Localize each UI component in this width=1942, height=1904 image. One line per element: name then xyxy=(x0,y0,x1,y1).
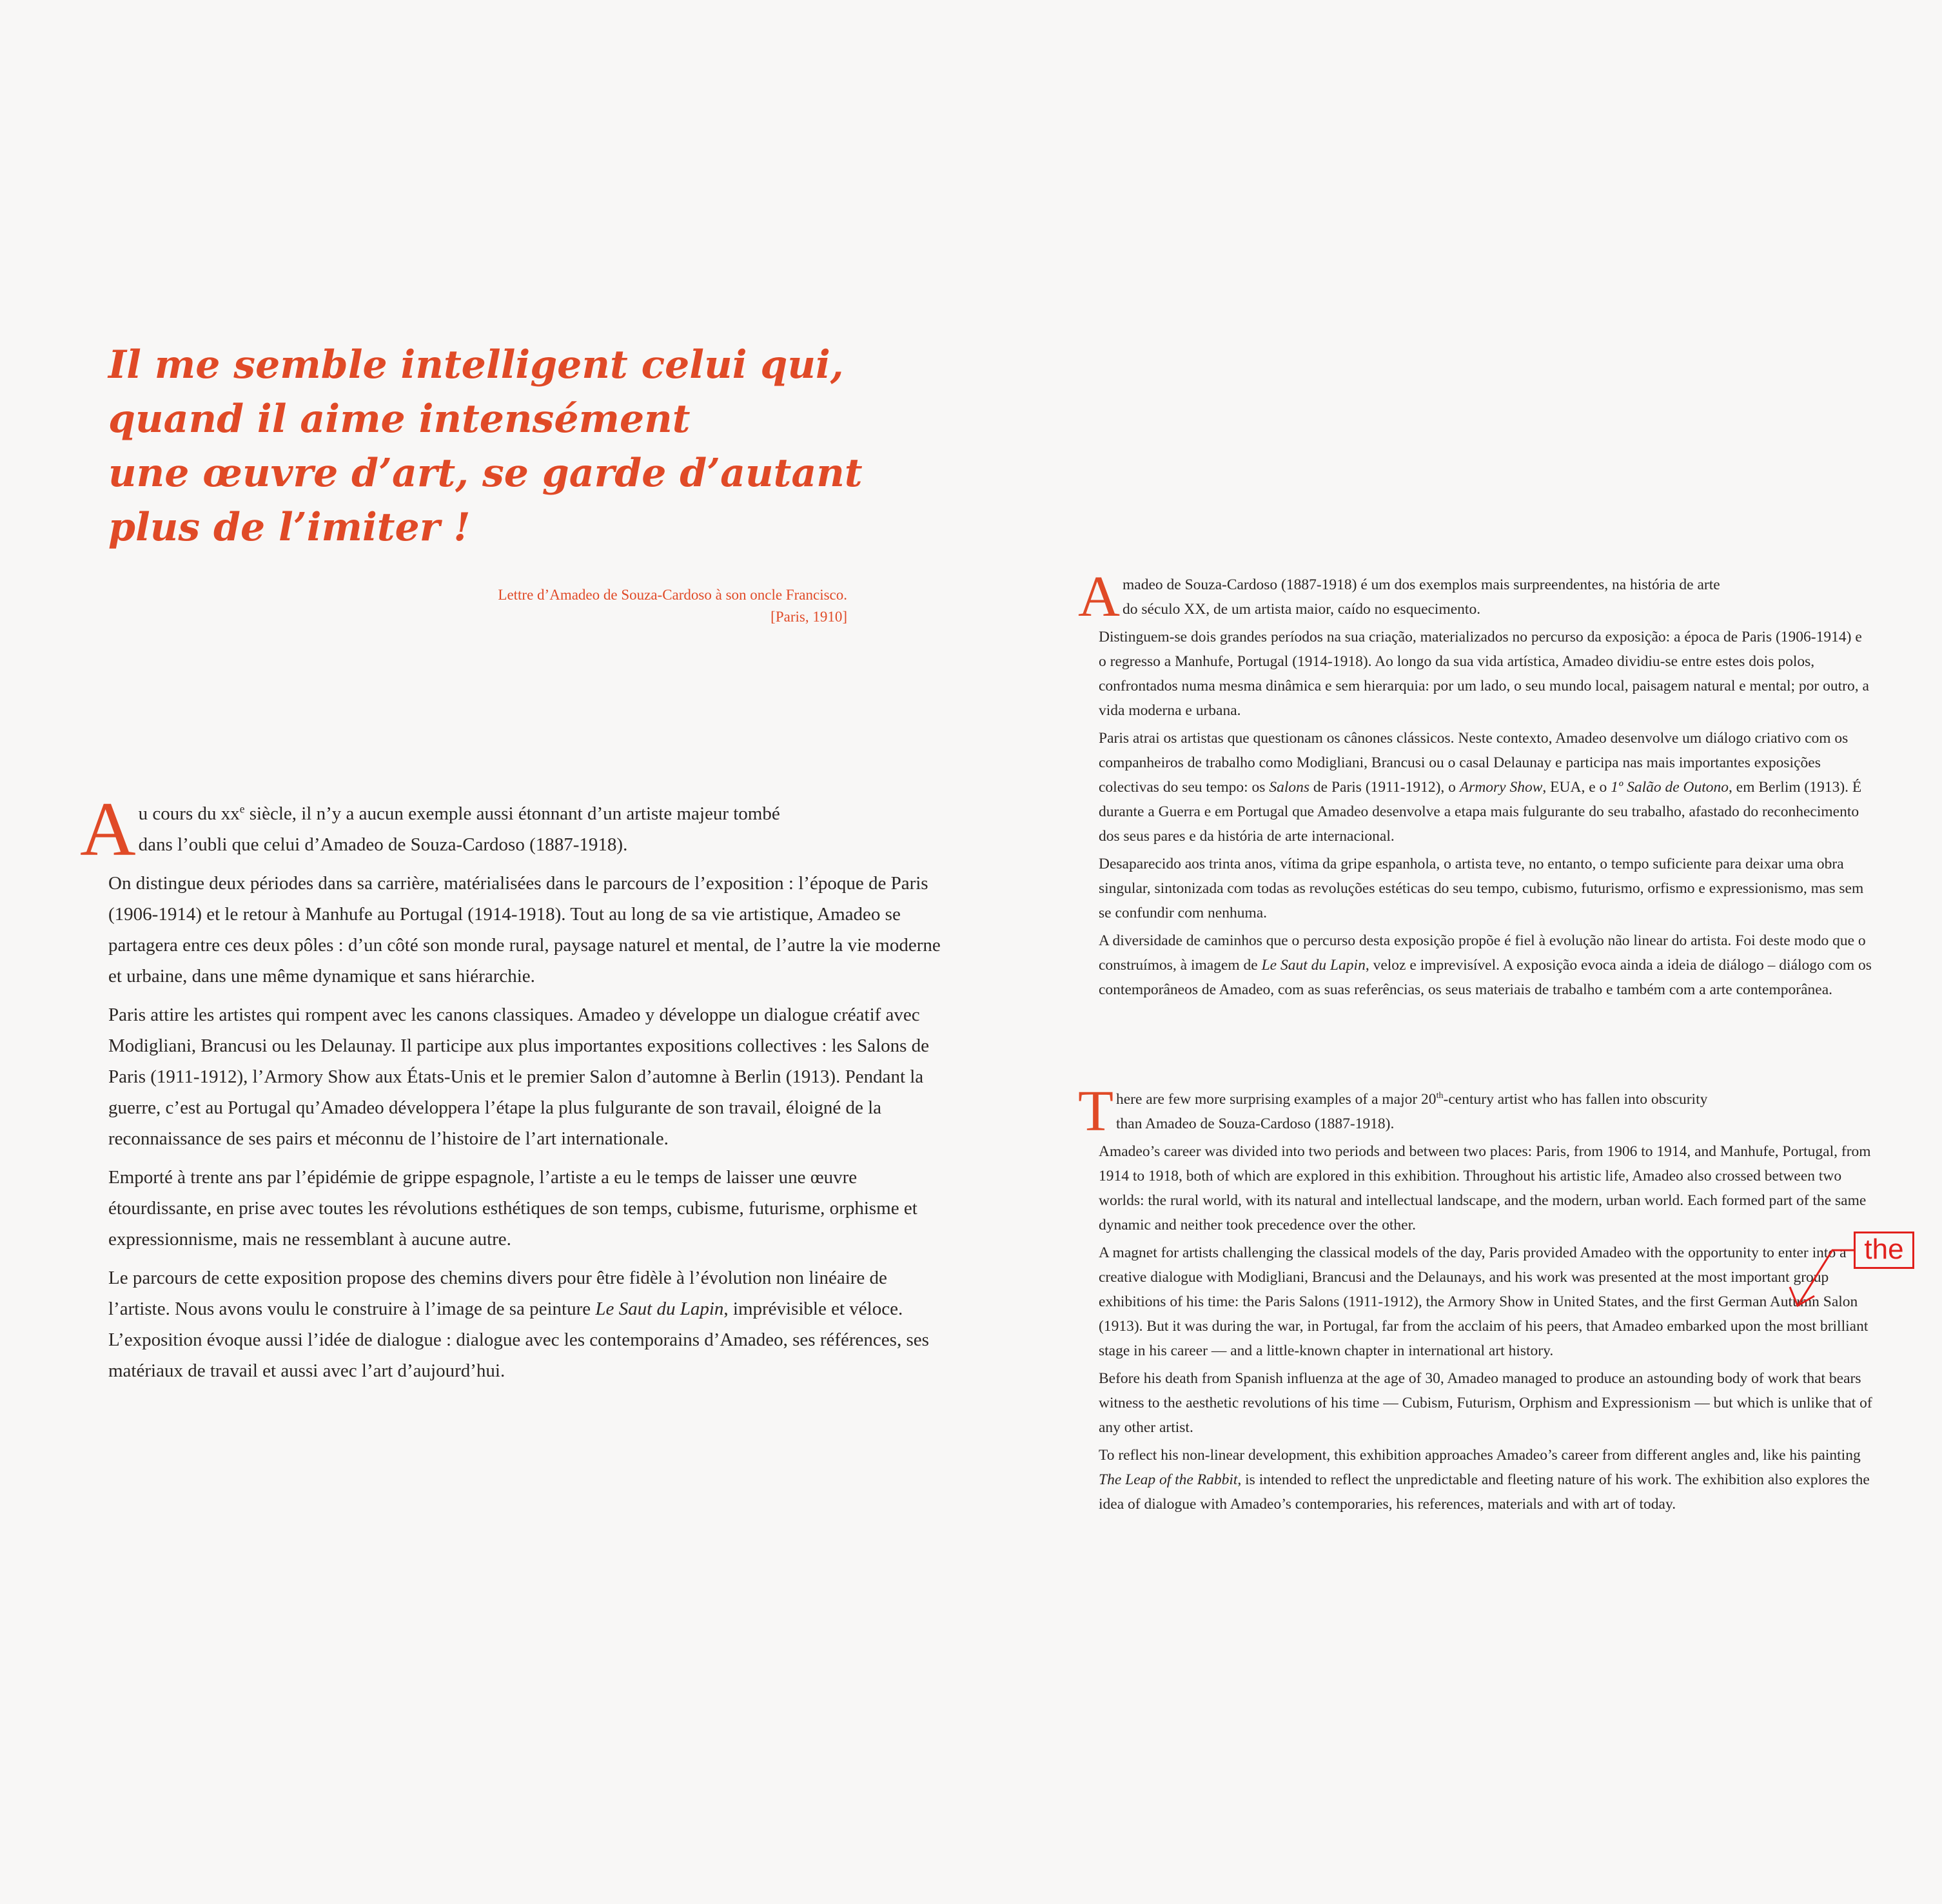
paragraph-text: , em Berlim (1913). É durante a Guerra e em Portugal que Amadeo desenvolve a etapa mais fulgurante do seu trabalho, afastado do reconhecimento dos seus pares e da história de arte internacional. xyxy=(1099,779,1862,845)
quote-line: Il me semble intelligent celui qui, xyxy=(108,342,844,388)
paragraph-text: Paris atrai os artistas que questionam os cânones clássicos. Neste contexto, Amadeo desenvolve um diálogo criativo com os companheiros de trabalho como Modigliani, Brancusi ou o casal Delaunay e participa nas mais importantes exposições colectivas do seu tempo: os xyxy=(1099,730,1849,796)
citation-source: Lettre d’Amadeo de Souza-Cardoso à son oncle Francisco. xyxy=(498,587,847,603)
lead-text: u cours du xx xyxy=(138,803,240,824)
lead-text: dans l’oubli que celui d’Amadeo de Souza-Cardoso (1887-1918). xyxy=(138,834,628,855)
english-lead-paragraph xyxy=(1078,1079,1872,1143)
artwork-title: The Leap of the Rabbit xyxy=(1099,1471,1238,1488)
citation-date: [Paris, 1910] xyxy=(770,609,847,625)
quote-line: plus de l’imiter ! xyxy=(108,505,471,550)
drop-cap: A xyxy=(80,786,136,872)
paragraph-text: , is intended to reflect the unpredictable and fleeting nature of his work. The exhibition also explores the idea of dialogue with Amadeo’s contemporaries, his references, materials and with art of today. xyxy=(1099,1471,1870,1513)
artwork-title: Le Saut du Lapin xyxy=(1261,957,1366,974)
paragraph-text: , veloz e imprevisível. A exposição evoca ainda a ideia de diálogo – diálogo com os contemporâneos de Amadeo, com as suas referências, os seus materiais de trabalho e também com a arte contemporânea. xyxy=(1099,957,1872,998)
exhibition-title: Armory Show xyxy=(1459,779,1543,796)
quote-line: une œuvre d’art, se garde d’autant xyxy=(108,451,863,496)
paragraph xyxy=(108,1262,946,1386)
paragraph-text: de Paris (1911-1912), o xyxy=(1309,779,1460,796)
paragraph: Before his death from Spanish influenza at the age of 30, Amadeo managed to produce an astounding body of work that bears witness to the aesthetic revolutions of his time — Cubism, Futurism, Orphism and Expressionism — but which is unlike that of any other artist. xyxy=(1099,1370,1872,1436)
paragraph: A magnet for artists challenging the classical models of the day, Paris provided Amadeo with the opportunity to enter into a creative dialogue with Modigliani, Brancusi and the Delaunays, and his work was presented at the most important group exhibitions of his time: the Paris Salons (1911-1912), the Armory Show in United States, and the first German Autumn Salon (1913). But it was during the war, in Portugal, far from the acclaim of his peers, that Amadeo embarked upon the most brilliant stage in his career — and a little-known chapter in international art history. xyxy=(1099,1244,1868,1359)
correction-annotation-box: the xyxy=(1854,1232,1914,1269)
lead-text: siècle, il n’y a aucun exemple aussi étonnant d’un artiste majeur tombé xyxy=(244,803,780,824)
exhibition-title: 1º Salão de Outono xyxy=(1611,779,1729,796)
paragraph: Desaparecido aos trinta anos, vítima da gripe espanhola, o artista teve, no entanto, o tempo suficiente para deixar uma obra singular, sintonizada com todas as revoluções estéticas do seu tempo, cubismo, futurismo, orfismo e expressionismo, mas sem se confundir com nenhuma. xyxy=(1099,856,1864,921)
portuguese-lead-paragraph xyxy=(1078,565,1872,629)
paragraph-text: , imprévisible et véloce. L’exposition évoque aussi l’idée de dialogue : dialogue avec les contemporains d’Amadeo, ses références, ses matériaux de travail et aussi avec l’art d’aujourd’hui. xyxy=(108,1299,929,1381)
french-text-column xyxy=(80,786,946,1394)
french-lead-paragraph xyxy=(80,786,946,872)
paragraph: Amadeo’s career was divided into two periods and between two places: Paris, from 1906 to 1914, and Manhufe, Portugal, from 1914 to 1918, both of which are explored in this exhibition. Throughout his artistic life, Amadeo also crossed between two worlds: the rural world, with its natural and intellectual landscape, and the modern, urban world. Each formed part of the same dynamic and neither took precedence over the other. xyxy=(1099,1143,1871,1233)
paragraph-text: To reflect his non-linear development, this exhibition approaches Amadeo’s career from different angles and, like his painting xyxy=(1099,1447,1861,1464)
paragraph xyxy=(1099,726,1872,849)
paragraph-text: A diversidade de caminhos que o percurso desta exposição propõe é fiel à evolução não linear do artista. Foi deste modo que o construímos, à imagem de xyxy=(1099,932,1866,974)
lead-text: here are few more surprising examples of a major 20 xyxy=(1115,1091,1437,1108)
paragraph: Emporté à trente ans par l’épidémie de grippe espagnole, l’artiste a eu le temps de laisser une œuvre étourdissante, en prise avec toutes les révolutions esthétiques de son temps, cubisme, futurisme, orphisme et expressionnisme, mais ne ressemblant à aucune autre. xyxy=(108,1167,917,1250)
paragraph: Distinguem-se dois grandes períodos na sua criação, materializados no percurso da exposição: a época de Paris (1906-1914) e o regresso a Manhufe, Portugal (1914-1918). Ao longo da sua vida artística, Amadeo dividiu-se entre estes dois polos, confrontados numa mesma dinâmica e sem hierarquia: por um lado, o seu mundo local, paisagem natural e mental; por outro, a vida moderna e urbana. xyxy=(1099,629,1869,719)
paragraph: Paris attire les artistes qui rompent avec les canons classiques. Amadeo y développe un dialogue créatif avec Modigliani, Brancusi ou les Delaunay. Il participe aux plus importantes expositions collectives : les Salons de Paris (1911-1912), l’Armory Show aux États-Unis et le premier Salon d’automne à Berlin (1913). Pendant la guerre, c’est au Portugal qu’Amadeo développera l’étape la plus fulgurante de son travail, éloigné de la reconnaissance de ses pairs et méconnu de l’histoire de l’art internationale. xyxy=(108,1005,930,1149)
english-text-column xyxy=(1078,1079,1872,1520)
portuguese-text-column xyxy=(1078,565,1872,1005)
lead-text: do século XX, de um artista maior, caído no esquecimento. xyxy=(1123,601,1481,618)
exhibition-title: Salons xyxy=(1269,779,1310,796)
epigraph-quote xyxy=(108,338,914,555)
superscript: th xyxy=(1436,1090,1444,1101)
drop-cap: T xyxy=(1078,1079,1113,1143)
superscript: e xyxy=(239,802,245,816)
paragraph-text: Le parcours de cette exposition propose des chemins divers pour être fidèle à l’évolution non linéaire de l’artiste. Nous avons voulu le construire à l’image de sa peinture xyxy=(108,1268,887,1319)
paragraph xyxy=(1099,928,1872,1002)
quote-line: quand il aime intensément xyxy=(108,397,691,442)
drop-cap: A xyxy=(1078,565,1120,629)
paragraph xyxy=(1099,1443,1872,1516)
artwork-title: Le Saut du Lapin xyxy=(595,1299,724,1319)
lead-text: madeo de Souza-Cardoso (1887-1918) é um dos exemplos mais surpreendentes, na história de arte xyxy=(1123,576,1720,593)
paragraph-text: , EUA, e o xyxy=(1542,779,1611,796)
quote-citation xyxy=(361,584,847,628)
lead-text: than Amadeo de Souza-Cardoso (1887-1918). xyxy=(1115,1115,1395,1132)
paragraph: On distingue deux périodes dans sa carrière, matérialisées dans le parcours de l’exposition : l’époque de Paris (1906-1914) et le retour à Manhufe au Portugal (1914-1918). Tout au long de sa vie artistique, Amadeo se partagera entre ces deux pôles : d’un côté son monde rural, paysage naturel et mental, de l’autre la vie moderne et urbaine, dans une même dynamique et sans hiérarchie. xyxy=(108,873,941,986)
lead-text: -century artist who has fallen into obscurity xyxy=(1443,1091,1708,1108)
